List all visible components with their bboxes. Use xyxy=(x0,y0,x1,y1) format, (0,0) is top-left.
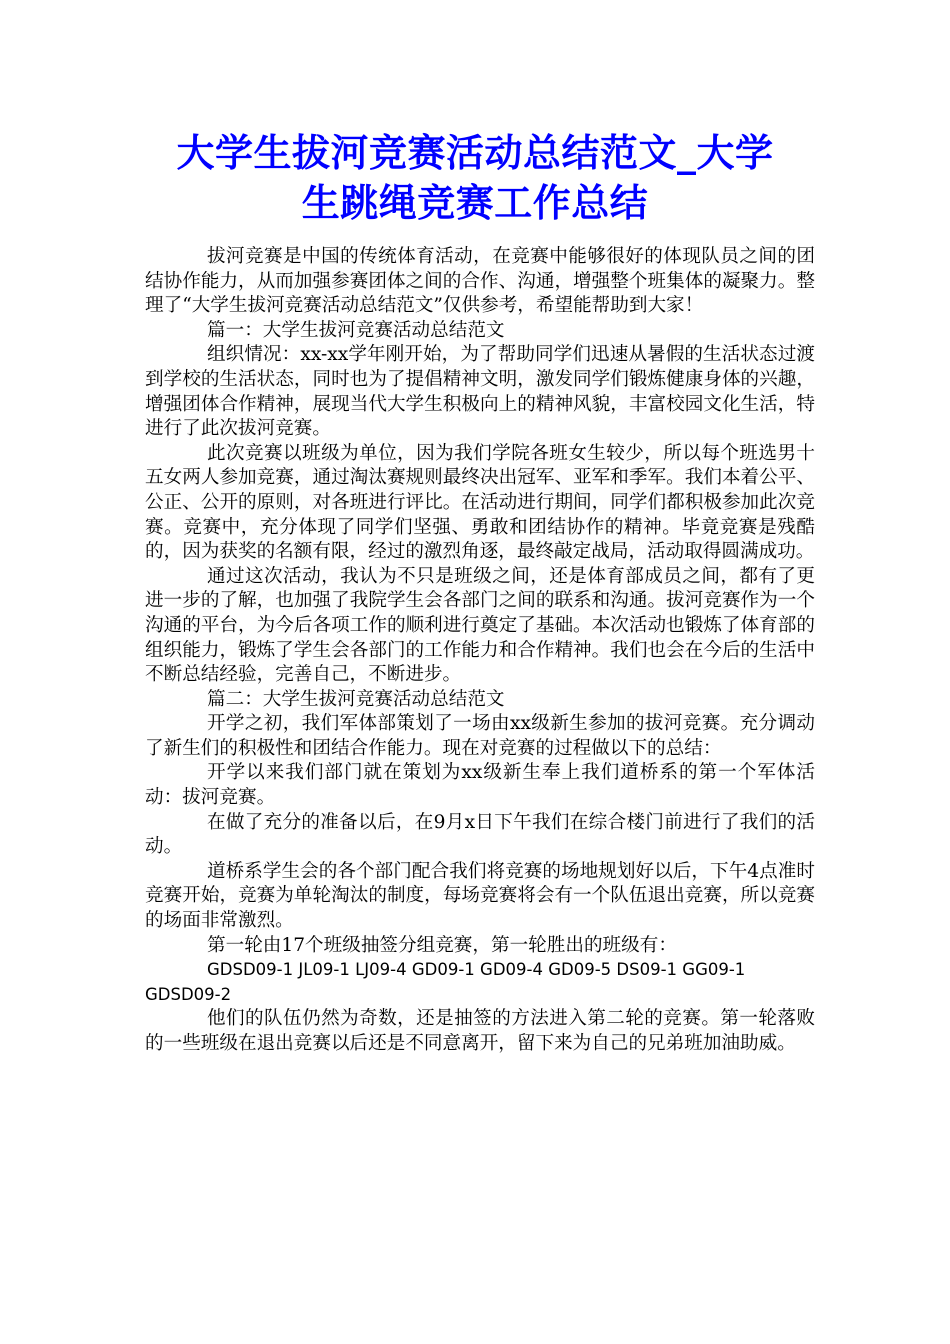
body-paragraph: 开学以来我们部门就在策划为xx级新生奉上我们道桥系的第一个军体活动：拔河竞赛。 xyxy=(145,762,815,809)
intro-paragraph: 拔河竞赛是中国的传统体育活动，在竞赛中能够很好的体现队员之间的团结协作能力，从而加强参赛团体之间的合作、沟通，增强整个班集体的凝聚力。整理了“大学生拔河竞赛活动总结范文”仅供参考，希望能帮助到大家！ xyxy=(145,246,815,317)
body-paragraph: 组织情况：xx-xx学年刚开始，为了帮助同学们迅速从暑假的生活状态过渡到学校的生活状态，同时也为了提倡精神文明，激发同学们锻炼健康身体的兴趣，增强团体合作精神，展现当代大学生积极向上的精神风貌，丰富校园文化生活，特进行了此次拔河竞赛。 xyxy=(145,344,815,440)
body-paragraph: 此次竞赛以班级为单位，因为我们学院各班女生较少，所以每个班选男十五女两人参加竞赛，通过淘汰赛规则最终决出冠军、亚军和季军。我们本着公平、公正、公开的原则，对各班进行评比。在活动进行期间，同学们都积极参加此次竞赛。竞赛中，充分体现了同学们坚强、勇敢和团结协作的精神。毕竟竞赛是残酷的，因为获奖的名额有限，经过的激烈角逐，最终敲定战局，活动取得圆满成功。 xyxy=(145,442,815,563)
title-line-1: 大学生拔河竞赛活动总结范文_大学 xyxy=(176,130,774,175)
title-line-2: 生跳绳竞赛工作总结 xyxy=(301,180,649,225)
body-paragraph: 开学之初，我们军体部策划了一场由xx级新生参加的拔河竞赛。充分调动了新生们的积极性和团结合作能力。现在对竞赛的过程做以下的总结： xyxy=(145,713,815,759)
body-paragraph: 道桥系学生会的各个部门配合我们将竞赛的场地规划好以后，下午4点准时竞赛开始，竞赛为单轮淘汰的制度，每场竞赛将会有一个队伍退出竞赛，所以竞赛的场面非常激烈。 xyxy=(145,860,815,932)
section-heading-2: 篇二：大学生拔河竞赛活动总结范文 xyxy=(207,688,505,710)
class-list-paragraph: GDSD09-1 JL09-1 LJ09-4 GD09-1 GD09-4 GD09-5 DS09-1 GG09-1 GDSD09-2 xyxy=(145,960,746,1004)
body-paragraph: 在做了充分的准备以后，在9月x日下午我们在综合楼门前进行了我们的活动。 xyxy=(145,811,815,858)
document-body xyxy=(145,245,815,1057)
section-heading-1: 篇一：大学生拔河竞赛活动总结范文 xyxy=(207,319,505,341)
document-title xyxy=(130,128,820,228)
body-paragraph: 通过这次活动，我认为不只是班级之间，还是体育部成员之间，都有了更进一步的了解，也加强了我院学生会各部门之间的联系和沟通。拔河竞赛作为一个沟通的平台，为今后各项工作的顺利进行奠定了基础。本次活动也锻炼了体育部的组织能力，锻炼了学生会各部门的工作能力和合作精神。我们也会在今后的生活中不断总结经验，完善自己，不断进步。 xyxy=(145,565,815,686)
body-paragraph: 第一轮由17个班级抽签分组竞赛，第一轮胜出的班级有： xyxy=(207,934,677,956)
body-paragraph: 他们的队伍仍然为奇数，还是抽签的方法进入第二轮的竞赛。第一轮落败的一些班级在退出竞赛以后还是不同意离开，留下来为自己的兄弟班加油助威。 xyxy=(145,1008,815,1054)
